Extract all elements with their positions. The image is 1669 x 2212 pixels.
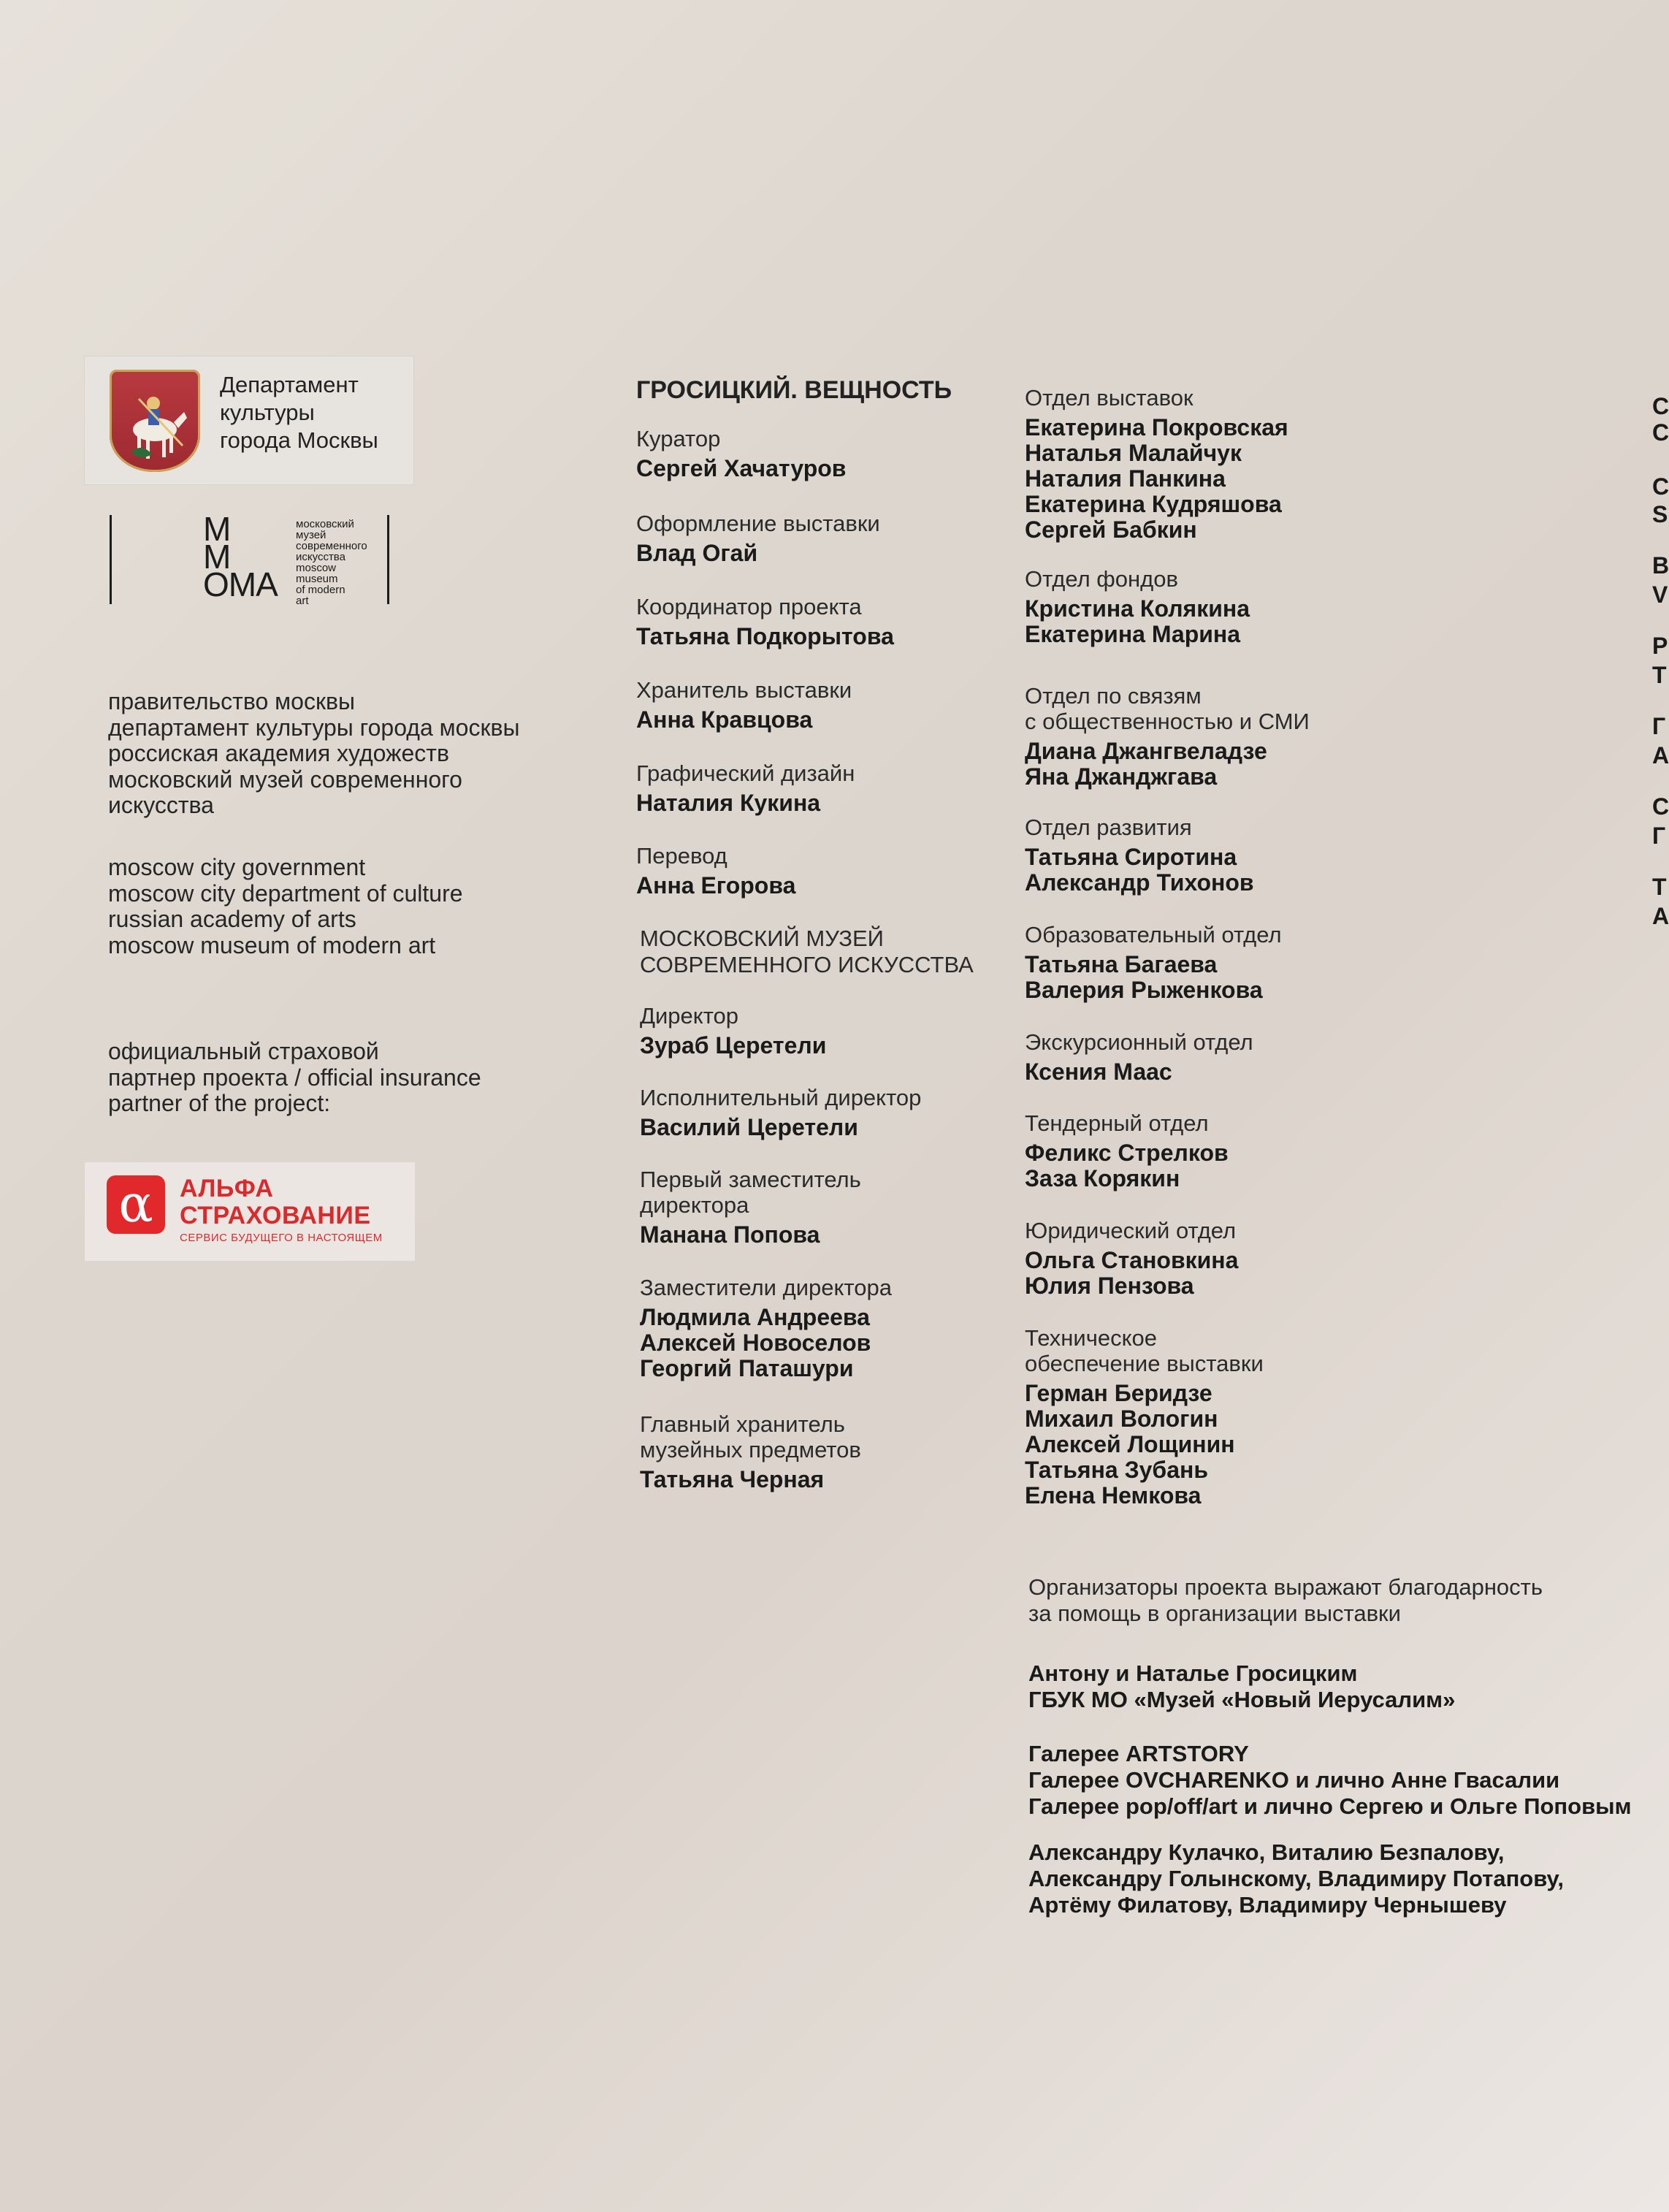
edge-fragment: С xyxy=(1652,419,1669,446)
credit-translation xyxy=(636,843,795,899)
thanks-intro-line: за помощь в организации выставки xyxy=(1028,1601,1401,1626)
organizers-english xyxy=(108,855,463,958)
credit-name: Василий Церетели xyxy=(640,1114,858,1140)
dept-exhibitions xyxy=(1025,385,1288,543)
edge-fragment: S xyxy=(1652,501,1668,527)
mmoma-small-line: art xyxy=(296,595,309,607)
dept-name: Татьяна Багаева xyxy=(1025,951,1218,977)
credit-curator xyxy=(636,426,846,481)
organizer-line: moscow museum of modern art xyxy=(108,931,436,958)
credit-graphic-design xyxy=(636,760,855,816)
edge-fragment: Г xyxy=(1652,823,1666,849)
moscow-coat-of-arms-icon xyxy=(110,370,200,472)
thanks-line: Галерее OVCHARENKO и лично Анне Гвасалии xyxy=(1028,1767,1560,1793)
credit-first-deputy xyxy=(640,1167,861,1248)
insurance-line: официальный страховой xyxy=(108,1038,379,1064)
dept-label: Экскурсионный отдел xyxy=(1025,1029,1253,1055)
credit-label: Исполнительный директор xyxy=(640,1085,922,1110)
credit-chief-keeper xyxy=(640,1411,861,1492)
dept-label: Отдел развития xyxy=(1025,815,1192,840)
organizers-russian xyxy=(108,689,519,819)
dept-development xyxy=(1025,815,1254,896)
credit-name: Анна Егорова xyxy=(636,872,796,899)
thanks-line: ГБУК МО «Музей «Новый Иерусалим» xyxy=(1028,1687,1456,1712)
insurance-line: партнер проекта / official insurance xyxy=(108,1064,481,1091)
credit-label: музейных предметов xyxy=(640,1437,861,1462)
dept-collections xyxy=(1025,566,1250,647)
alfa-name xyxy=(180,1175,371,1229)
mmoma-small-line: moscow xyxy=(296,562,337,574)
moscow-department-line: города Москвы xyxy=(220,427,378,453)
organizer-line: россиская академия художеств xyxy=(108,740,449,766)
credit-name: Георгий Паташури xyxy=(640,1355,854,1381)
mmoma-divider-left xyxy=(110,515,112,604)
dept-label: Тендерный отдел xyxy=(1025,1110,1209,1136)
mmoma-small-line: of modern xyxy=(296,584,345,596)
organizer-line: russian academy of arts xyxy=(108,906,356,932)
credit-name: Зураб Церетели xyxy=(640,1032,827,1059)
dept-legal xyxy=(1025,1218,1238,1299)
credit-name: Наталия Кукина xyxy=(636,790,821,816)
credit-name: Татьяна Подкорытова xyxy=(636,623,894,649)
edge-fragment: V xyxy=(1652,581,1668,608)
mmoma-logo xyxy=(110,510,394,607)
dept-technical xyxy=(1025,1325,1264,1509)
insurance-partner-caption xyxy=(108,1039,481,1117)
credit-name: Алексей Новоселов xyxy=(640,1330,871,1356)
credit-label: директора xyxy=(640,1192,749,1218)
dept-excursions xyxy=(1025,1029,1253,1085)
credit-design xyxy=(636,511,880,566)
dept-name: Ксения Маас xyxy=(1025,1059,1172,1085)
dept-name: Феликс Стрелков xyxy=(1025,1140,1229,1166)
exhibition-title: ГРОСИЦКИЙ. ВЕЩНОСТЬ xyxy=(636,376,952,404)
credit-label: Графический дизайн xyxy=(636,760,855,786)
dept-name: Ольга Становкина xyxy=(1025,1247,1239,1273)
dept-label: Отдел по связям xyxy=(1025,683,1202,709)
thanks-line: Александру Кулачко, Виталию Безпалову, xyxy=(1028,1839,1505,1865)
dept-education xyxy=(1025,922,1282,1003)
credit-label: Первый заместитель xyxy=(640,1167,861,1192)
dept-tender xyxy=(1025,1110,1229,1191)
mmoma-letter: OMA xyxy=(203,565,278,603)
dept-name: Алексей Лощинин xyxy=(1025,1431,1235,1457)
museum-heading-line: СОВРЕМЕННОГО ИСКУССТВА xyxy=(640,952,974,977)
thanks-intro xyxy=(1028,1574,1543,1627)
organizer-line: московский музей современного xyxy=(108,766,462,793)
edge-fragment: С xyxy=(1652,393,1669,419)
dept-label: Отдел выставок xyxy=(1025,385,1193,411)
credit-name: Сергей Хачатуров xyxy=(636,455,847,481)
dept-name: Екатерина Покровская xyxy=(1025,414,1288,441)
thanks-line: Александру Голынскому, Владимиру Потапову, xyxy=(1028,1866,1565,1891)
mmoma-small-line: museum xyxy=(296,573,338,585)
edge-fragment: Г xyxy=(1652,713,1666,739)
mmoma-letter: M xyxy=(203,538,231,576)
dept-label: Юридический отдел xyxy=(1025,1218,1237,1243)
dept-name: Диана Джангвеладзе xyxy=(1025,738,1267,764)
alfa-name-line: АЛЬФА xyxy=(180,1175,274,1202)
thanks-group xyxy=(1028,1839,1564,1918)
dept-name: Заза Корякин xyxy=(1025,1165,1180,1191)
edge-fragment: А xyxy=(1652,903,1669,929)
dept-name: Екатерина Кудряшова xyxy=(1025,491,1282,517)
dept-name: Екатерина Марина xyxy=(1025,621,1241,647)
credit-keeper xyxy=(636,677,852,733)
credit-name: Манана Попова xyxy=(640,1221,820,1248)
credit-executive-director xyxy=(640,1085,921,1140)
insurance-line: partner of the project: xyxy=(108,1090,331,1116)
organizer-line: moscow city department of culture xyxy=(108,880,463,907)
edge-fragment: С xyxy=(1652,473,1669,500)
dept-name: Елена Немкова xyxy=(1025,1482,1202,1509)
dept-name: Валерия Рыженкова xyxy=(1025,977,1263,1003)
mmoma-small-line: московский xyxy=(296,518,354,530)
organizer-line: департамент культуры города москвы xyxy=(108,714,520,741)
dept-name: Герман Беридзе xyxy=(1025,1380,1212,1406)
thanks-group xyxy=(1028,1660,1455,1713)
moscow-department-line: культуры xyxy=(220,400,315,425)
edge-fragment: А xyxy=(1652,742,1669,769)
dept-name: Наталия Панкина xyxy=(1025,465,1226,492)
edge-fragment: С xyxy=(1652,793,1669,820)
credit-name: Анна Кравцова xyxy=(636,706,813,733)
credit-label: Заместители директора xyxy=(640,1275,892,1300)
credit-label: Директор xyxy=(640,1003,739,1029)
credit-label: Координатор проекта xyxy=(636,594,862,619)
credit-label: Оформление выставки xyxy=(636,511,880,536)
mmoma-small-line: музей xyxy=(296,529,326,541)
mmoma-small-line: современного xyxy=(296,540,367,552)
credit-name: Влад Огай xyxy=(636,540,758,566)
credit-coordinator xyxy=(636,594,894,649)
mmoma-letter: M xyxy=(203,510,231,548)
dept-name: Сергей Бабкин xyxy=(1025,516,1197,543)
dept-label: Техническое xyxy=(1025,1325,1157,1351)
moscow-culture-department-logo xyxy=(84,356,414,485)
dept-name: Татьяна Сиротина xyxy=(1025,844,1237,870)
dept-name: Наталья Малайчук xyxy=(1025,440,1242,466)
mmoma-letters xyxy=(203,510,278,603)
dept-name: Александр Тихонов xyxy=(1025,869,1254,896)
thanks-line: Артёму Филатову, Владимиру Чернышеву xyxy=(1028,1892,1507,1918)
moscow-department-line: Департамент xyxy=(220,372,359,397)
moscow-department-title xyxy=(220,371,378,454)
organizer-line: правительство москвы xyxy=(108,688,355,714)
dept-name: Юлия Пензова xyxy=(1025,1273,1194,1299)
organizer-line: moscow city government xyxy=(108,854,366,880)
museum-heading-line: МОСКОВСКИЙ МУЗЕЙ xyxy=(640,926,884,951)
edge-fragment: В xyxy=(1652,552,1669,579)
dept-name: Кристина Колякина xyxy=(1025,595,1250,622)
alfa-insurance-logo xyxy=(84,1162,416,1262)
edge-fragment: Т xyxy=(1652,874,1667,900)
dept-label: Образовательный отдел xyxy=(1025,922,1282,947)
dept-pr xyxy=(1025,683,1310,790)
alfa-tagline: СЕРВИС БУДУЩЕГО В НАСТОЯЩЕМ xyxy=(180,1232,383,1244)
thanks-line: Антону и Наталье Гросицким xyxy=(1028,1660,1358,1686)
edge-fragment: Р xyxy=(1652,633,1668,659)
mmoma-small-line: искусства xyxy=(296,551,345,563)
dept-label: Отдел фондов xyxy=(1025,566,1178,592)
dept-name: Яна Джанджгава xyxy=(1025,763,1218,790)
dept-label: обеспечение выставки xyxy=(1025,1351,1264,1376)
credit-label: Куратор xyxy=(636,426,721,451)
dept-name: Михаил Вологин xyxy=(1025,1406,1218,1432)
thanks-line: Галерее ARTSTORY xyxy=(1028,1741,1249,1766)
credit-name: Людмила Андреева xyxy=(640,1304,870,1330)
credit-label: Хранитель выставки xyxy=(636,677,852,703)
mmoma-divider-right xyxy=(387,515,389,604)
alfa-name-line: СТРАХОВАНИЕ xyxy=(180,1202,371,1229)
thanks-line: Галерее pop/off/art и лично Сергею и Ольге Поповым xyxy=(1028,1793,1632,1819)
dept-label: с общественностью и СМИ xyxy=(1025,709,1310,734)
credit-director xyxy=(640,1003,826,1059)
alfa-alpha-icon: α xyxy=(107,1175,165,1234)
middle-credits-column xyxy=(636,376,974,1492)
credit-label: Главный хранитель xyxy=(640,1411,845,1437)
organizer-line: искусства xyxy=(108,792,214,818)
credit-deputies xyxy=(640,1275,892,1381)
credit-label: Перевод xyxy=(636,843,727,869)
mmoma-small-text xyxy=(296,519,367,606)
thanks-intro-line: Организаторы проекта выражают благодарность xyxy=(1028,1574,1543,1600)
thanks-group xyxy=(1028,1741,1632,1820)
credit-name: Татьяна Черная xyxy=(640,1466,825,1492)
dept-name: Татьяна Зубань xyxy=(1025,1457,1208,1483)
edge-fragment: Т xyxy=(1652,662,1667,688)
museum-heading xyxy=(640,926,974,978)
